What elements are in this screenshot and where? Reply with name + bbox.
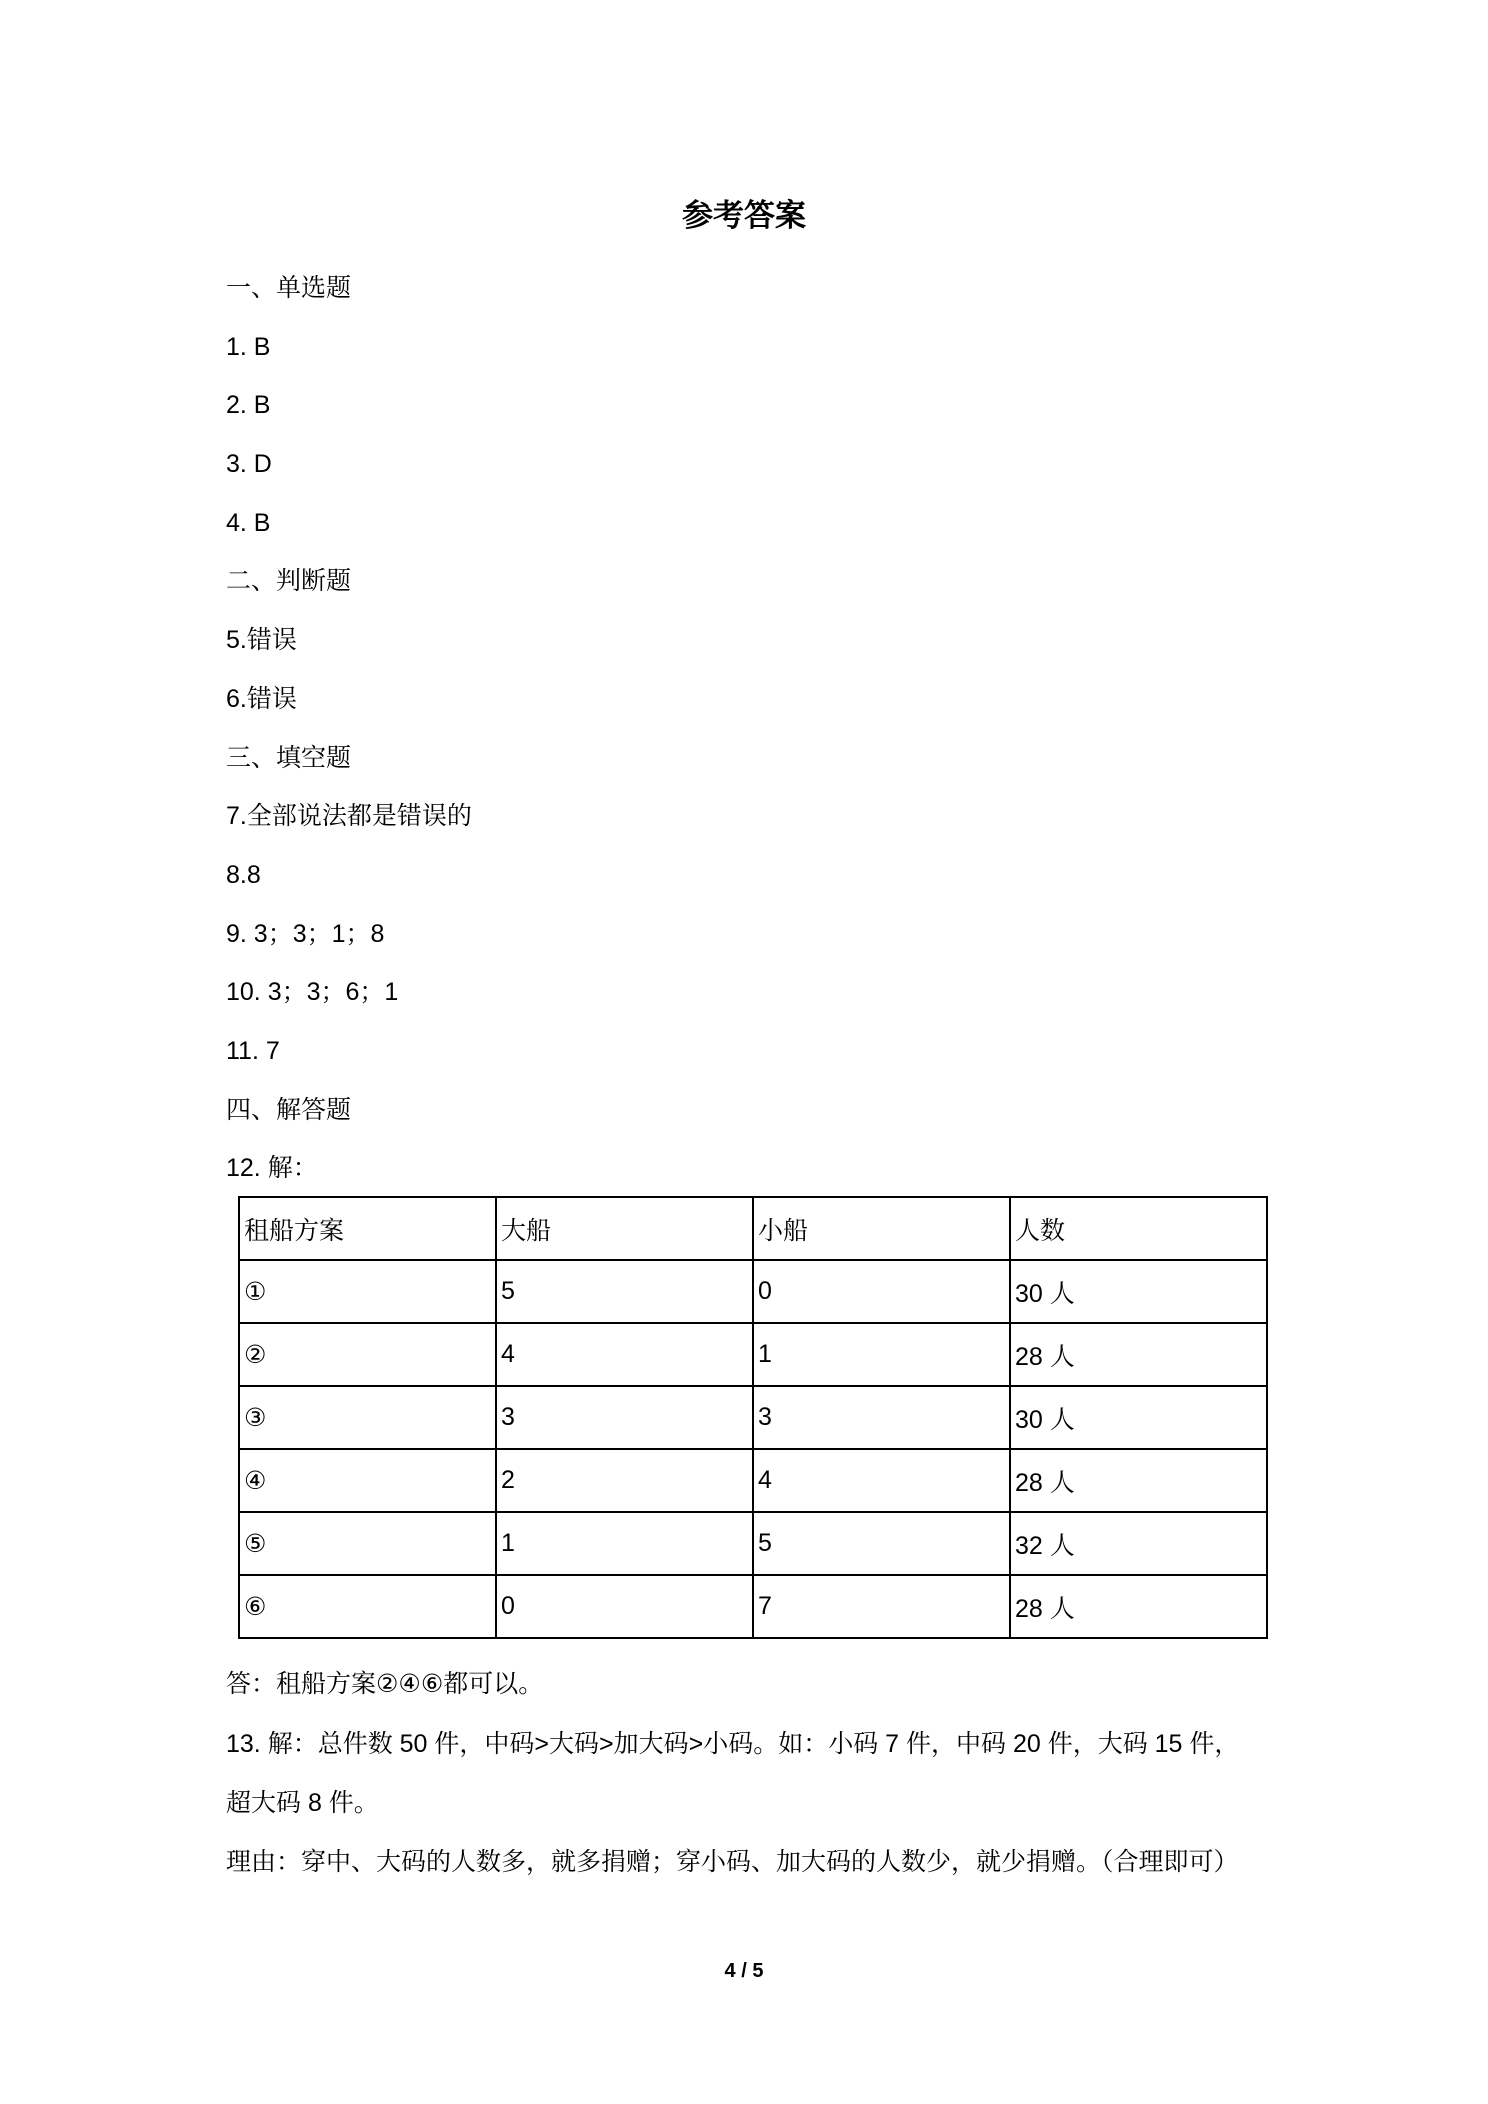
table-header-cell: 小船	[753, 1197, 1010, 1260]
table-cell: 1	[753, 1323, 1010, 1386]
table-cell: 28 人	[1010, 1449, 1267, 1512]
table-cell: 7	[753, 1575, 1010, 1638]
table-cell: ④	[239, 1449, 496, 1512]
answer-5: 5.错误	[226, 626, 297, 655]
answer-4: 4. B	[226, 508, 271, 537]
answer-2: 2. B	[226, 391, 271, 420]
table-cell: ⑤	[239, 1512, 496, 1575]
answer-11: 11. 7	[226, 1036, 280, 1065]
table-cell: 1	[496, 1512, 753, 1575]
answer-6: 6.错误	[226, 684, 297, 713]
table-cell: 32 人	[1010, 1512, 1267, 1575]
page-number: 4 / 5	[724, 1960, 764, 1982]
table-cell: 3	[753, 1386, 1010, 1449]
table-cell: 0	[496, 1575, 753, 1638]
table-row	[239, 1512, 1267, 1575]
table-cell: 4	[496, 1323, 753, 1386]
table-cell: ③	[239, 1386, 496, 1449]
section-heading-single-choice: 一、单选题	[226, 274, 352, 302]
table-cell: 30 人	[1010, 1386, 1267, 1449]
table-cell: 5	[496, 1260, 753, 1323]
answer-12-conclusion: 答：租船方案②④⑥都可以。	[226, 1670, 544, 1698]
table-header-cell: 人数	[1010, 1197, 1267, 1260]
page-title: 参考答案	[682, 198, 806, 234]
table-row	[239, 1323, 1267, 1386]
table-cell: 0	[753, 1260, 1010, 1323]
table-cell: 30 人	[1010, 1260, 1267, 1323]
answer-10: 10. 3；3；6；1	[226, 978, 399, 1007]
table-row	[239, 1449, 1267, 1512]
table-cell: 3	[496, 1386, 753, 1449]
table-cell: ⑥	[239, 1575, 496, 1638]
answer-3: 3. D	[226, 450, 272, 479]
table-cell: 28 人	[1010, 1575, 1267, 1638]
table-cell: ②	[239, 1323, 496, 1386]
answer-13-line-2: 超大码 8 件。	[226, 1789, 379, 1817]
answer-13-reason: 理由：穿中、大码的人数多，就多捐赠；穿小码、加大码的人数少，就少捐赠。（合理即可）	[226, 1848, 1239, 1876]
table-cell: 28 人	[1010, 1323, 1267, 1386]
table-row	[239, 1575, 1267, 1638]
table-cell: 4	[753, 1449, 1010, 1512]
section-heading-true-false: 二、判断题	[226, 567, 352, 596]
answer-lines	[226, 270, 1276, 1209]
table-row	[239, 1386, 1267, 1449]
answer-12-heading: 12. 解：	[226, 1154, 318, 1183]
section-heading-fill-blank: 三、填空题	[226, 743, 352, 772]
table-cell: 2	[496, 1449, 753, 1512]
boat-rental-table	[238, 1196, 1268, 1639]
section-heading-solve: 四、解答题	[226, 1095, 352, 1124]
answer-8: 8.8	[226, 860, 261, 889]
table-row	[239, 1260, 1267, 1323]
answer-1: 1. B	[226, 332, 271, 361]
table-header-cell: 大船	[496, 1197, 753, 1260]
answer-7: 7.全部说法都是错误的	[226, 802, 472, 831]
table-header-cell: 租船方案	[239, 1197, 496, 1260]
table-cell: ①	[239, 1260, 496, 1323]
table-header-row	[239, 1197, 1267, 1260]
table-cell: 5	[753, 1512, 1010, 1575]
answer-13-line-1: 13. 解：总件数 50 件，中码>大码>加大码>小码。如：小码 7 件，中码 20 件，大码 15 件，	[226, 1730, 1240, 1758]
answer-9: 9. 3；3；1；8	[226, 919, 385, 948]
